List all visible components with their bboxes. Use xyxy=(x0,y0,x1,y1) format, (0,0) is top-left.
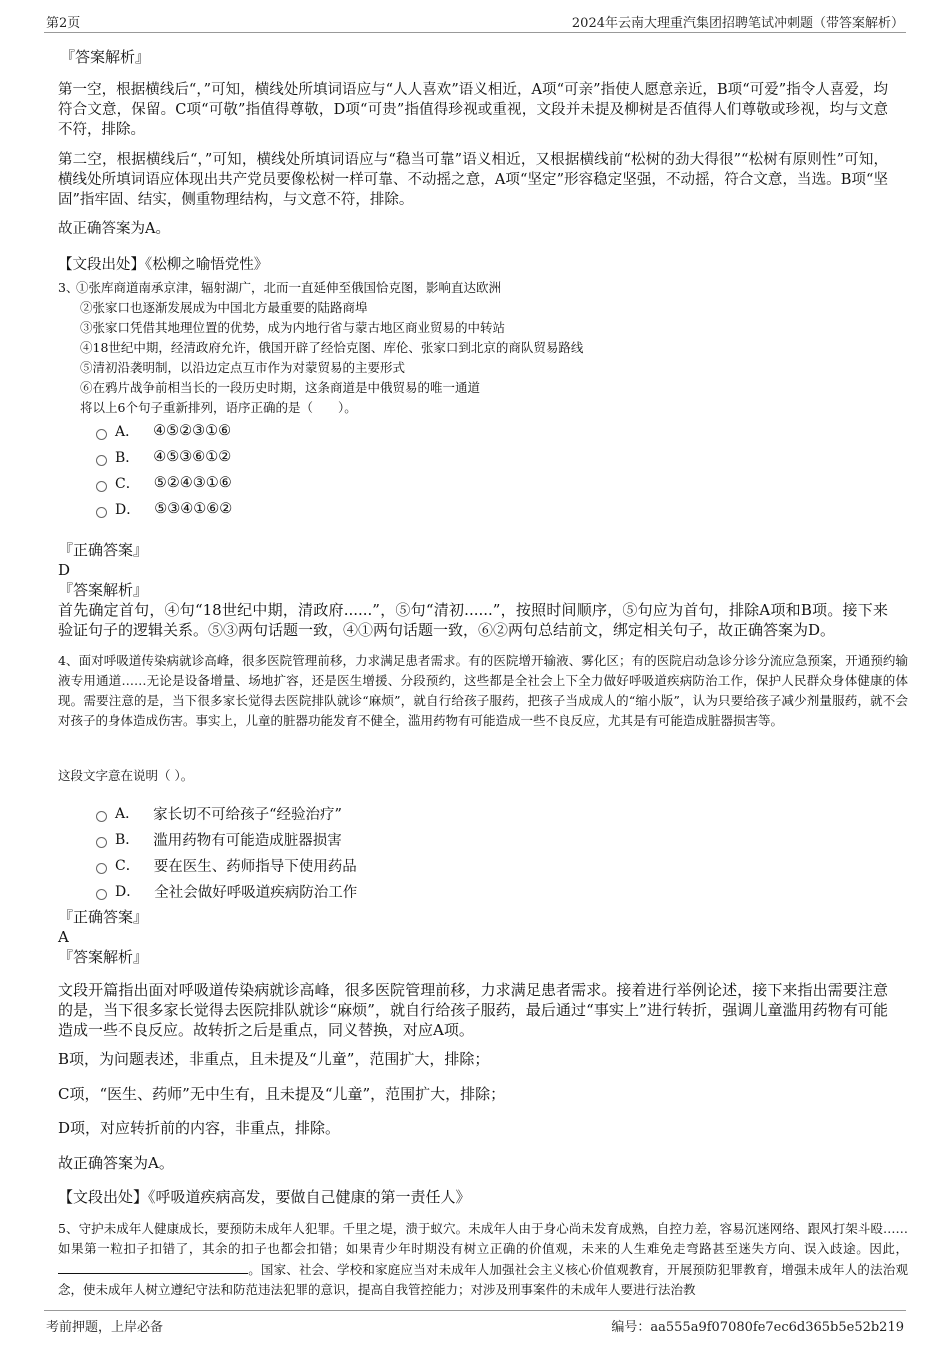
q4-option-d[interactable]: D． 全社会做好呼吸道疾病防治工作 xyxy=(96,881,357,901)
q4-correct-label: 『正确答案』 xyxy=(58,908,149,926)
document-id: 编号：aa555a9f07080fe7ec6d365b5e52b219 xyxy=(611,1320,904,1335)
q4-analysis-1: 文段开篇指出面对呼吸道传染病就诊高峰，很多医院管理前移，力求满足患者需求。接着进行举例论述，接下来指出需要注意的是，当下很多家长觉得去医院排队就诊“麻烦”，就自行给孩子服药，最后通过“事实上”进行转折，强调儿童滥用药物有可能造成一些不良反应。故转折之后是重点，同义替换，对应A项。 xyxy=(58,981,888,1039)
q3-sentence-6: ⑥在鸦片战争前相当长的一段历史时期，这条商道是中俄贸易的唯一通道 xyxy=(80,380,481,395)
q4-option-c[interactable]: C． 要在医生、药师指导下使用药品 xyxy=(96,855,357,875)
q3-sentence-4: ④18世纪中期，经清政府允许，俄国开辟了经恰克图、库伦、张家口到北京的商队贸易路线 xyxy=(80,340,584,355)
radio-icon[interactable] xyxy=(96,455,107,466)
radio-icon[interactable] xyxy=(96,863,107,874)
q3-correct-answer: D xyxy=(58,561,71,579)
q4-option-a[interactable]: A． 家长切不可给孩子“经验治疗” xyxy=(96,803,342,823)
q4-analysis-2: B项，为问题表述，非重点，且未提及“儿童”，范围扩大，排除； xyxy=(58,1050,490,1068)
q3-option-a[interactable]: A． ④⑤②③①⑥ xyxy=(96,421,231,441)
header-divider xyxy=(44,32,906,33)
q4-correct-answer: A xyxy=(58,928,69,946)
q3-sentence-1: ①张库商道南承京津，辐射湖广，北而一直延伸至俄国恰克图，影响直达欧洲 xyxy=(76,280,502,295)
radio-icon[interactable] xyxy=(96,811,107,822)
q4-question: 这段文字意在说明（ ）。 xyxy=(58,768,194,783)
radio-icon[interactable] xyxy=(96,481,107,492)
q2-analysis-para-2: 第二空，根据横线后“，”可知，横线处所填词语应与“稳当可靠”语义相近，又根据横线前“松树的劲大得很”“松树有原则性”可知，横线处所填词语应体现出共产党员要像松树一样可靠、不动摇之意，A项“坚定”形容稳定坚强，不动摇，符合文意，当选。B项“坚固”指牢固、结实，侧重物理结构，与文意不符，排除。 xyxy=(58,152,888,208)
q3-sentence-3: ③张家口凭借其地理位置的优势，成为内地行省与蒙古地区商业贸易的中转站 xyxy=(80,320,506,335)
q4-conclusion: 故正确答案为A。 xyxy=(58,1154,174,1172)
q3-number: 3、 xyxy=(58,280,79,295)
q2-analysis-label: 『答案解析』 xyxy=(60,48,151,66)
q4-source: 【文段出处】《呼吸道疾病高发，要做自己健康的第一责任人》 xyxy=(58,1188,471,1206)
q3-option-b[interactable]: B． ④⑤③⑥①② xyxy=(96,447,231,467)
q3-correct-label: 『正确答案』 xyxy=(58,541,149,559)
q3-sentence-2: ②张家口也逐渐发展成为中国北方最重要的陆路商埠 xyxy=(80,300,368,315)
radio-icon[interactable] xyxy=(96,889,107,900)
q2-analysis-para-1: 第一空，根据横线后“，”可知，横线处所填词语应与“人人喜欢”语义相近，A项“可亲”指使人愿意亲近，B项“可爱”指令人喜爱，均符合文意，保留。C项“可敬”指值得尊敬，D项“可贵”指值得珍视或重视，文段并未提及柳树是否值得人们尊敬或珍视，均与文意不符，排除。 xyxy=(58,82,888,138)
radio-icon[interactable] xyxy=(96,429,107,440)
document-title: 2024年云南大理重汽集团招聘笔试冲刺题（带答案解析） xyxy=(571,16,904,31)
q5-stem: 5、守护未成年人健康成长，要预防未成年人犯罪。千里之堤，溃于蚁穴。未成年人由于身心尚未发育成熟，自控力差，容易沉迷网络、跟风打架斗殴……如果第一粒扣子扣错了，其余的扣子也都会扣错；如果青少年时期没有树立正确的价值观，未来的人生难免走弯路甚至迷失方向、误入歧途。因此，。国家、社会、学校和家庭应当对未成年人加强社会主义核心价值观教育，开展预防犯罪教育，增强未成年人的法治观念，使未成年人树立遵纪守法和防范违法犯罪的意识，提高自我管控能力；对涉及刑事案件的未成年人要进行法治教 xyxy=(58,1221,908,1297)
q4-stem: 4、面对呼吸道传染病就诊高峰，很多医院管理前移，力求满足患者需求。有的医院增开输液、雾化区；有的医院启动急诊分诊分流应急预案，开通预约输液专用通道……无论是设备增量、场地扩容，还是医生增援、分段预约，这些都是全社会上下全力做好呼吸道疾病防治工作，保护人民群众身体健康的体现。需要注意的是，当下很多家长觉得去医院排队就诊“麻烦”，就自行给孩子服药，把孩子当成成人的“缩小版”，认为只要给孩子减少剂量服药，就不会对孩子的身体造成伤害。事实上，儿童的脏器功能发育不健全，滥用药物有可能造成一些不良反应，尤其是有可能造成脏器损害等。 xyxy=(58,653,908,728)
footer-divider xyxy=(44,1310,906,1311)
q4-analysis-label: 『答案解析』 xyxy=(58,948,149,966)
page-number: 第2页 xyxy=(46,16,81,31)
q2-source: 【文段出处】《松柳之喻悟党性》 xyxy=(58,257,269,273)
q3-analysis: 首先确定首句，④句“18世纪中期，清政府......”，⑤句“清初......”，按照时间顺序，⑤句应为首句，排除A项和B项。接下来验证句子的逻辑关系。⑤③两句话题一致，④①两句话题一致，⑥②两句总结前文，绑定相关句子，故正确答案为D。 xyxy=(58,601,888,639)
q3-analysis-label: 『答案解析』 xyxy=(58,581,149,599)
q4-analysis-3: C项，“医生、药师”无中生有，且未提及“儿童”，范围扩大，排除； xyxy=(58,1085,506,1103)
q2-conclusion: 故正确答案为A。 xyxy=(58,221,170,237)
q3-option-d[interactable]: D． ⑤③④①⑥② xyxy=(96,499,232,519)
q4-option-b[interactable]: B． 滥用药物有可能造成脏器损害 xyxy=(96,829,342,849)
q3-sentence-5: ⑤清初沿袭明制，以沿边定点互市作为对蒙贸易的主要形式 xyxy=(80,360,406,375)
radio-icon[interactable] xyxy=(96,507,107,518)
radio-icon[interactable] xyxy=(96,837,107,848)
q4-analysis-4: D项，对应转折前的内容，非重点，排除。 xyxy=(58,1119,341,1137)
q3-question: 将以上6个句子重新排列，语序正确的是（ ）。 xyxy=(80,400,357,415)
q3-option-c[interactable]: C． ⑤②④③①⑥ xyxy=(96,473,232,493)
footer-slogan: 考前押题，上岸必备 xyxy=(46,1320,164,1335)
fill-in-blank xyxy=(58,1259,248,1274)
